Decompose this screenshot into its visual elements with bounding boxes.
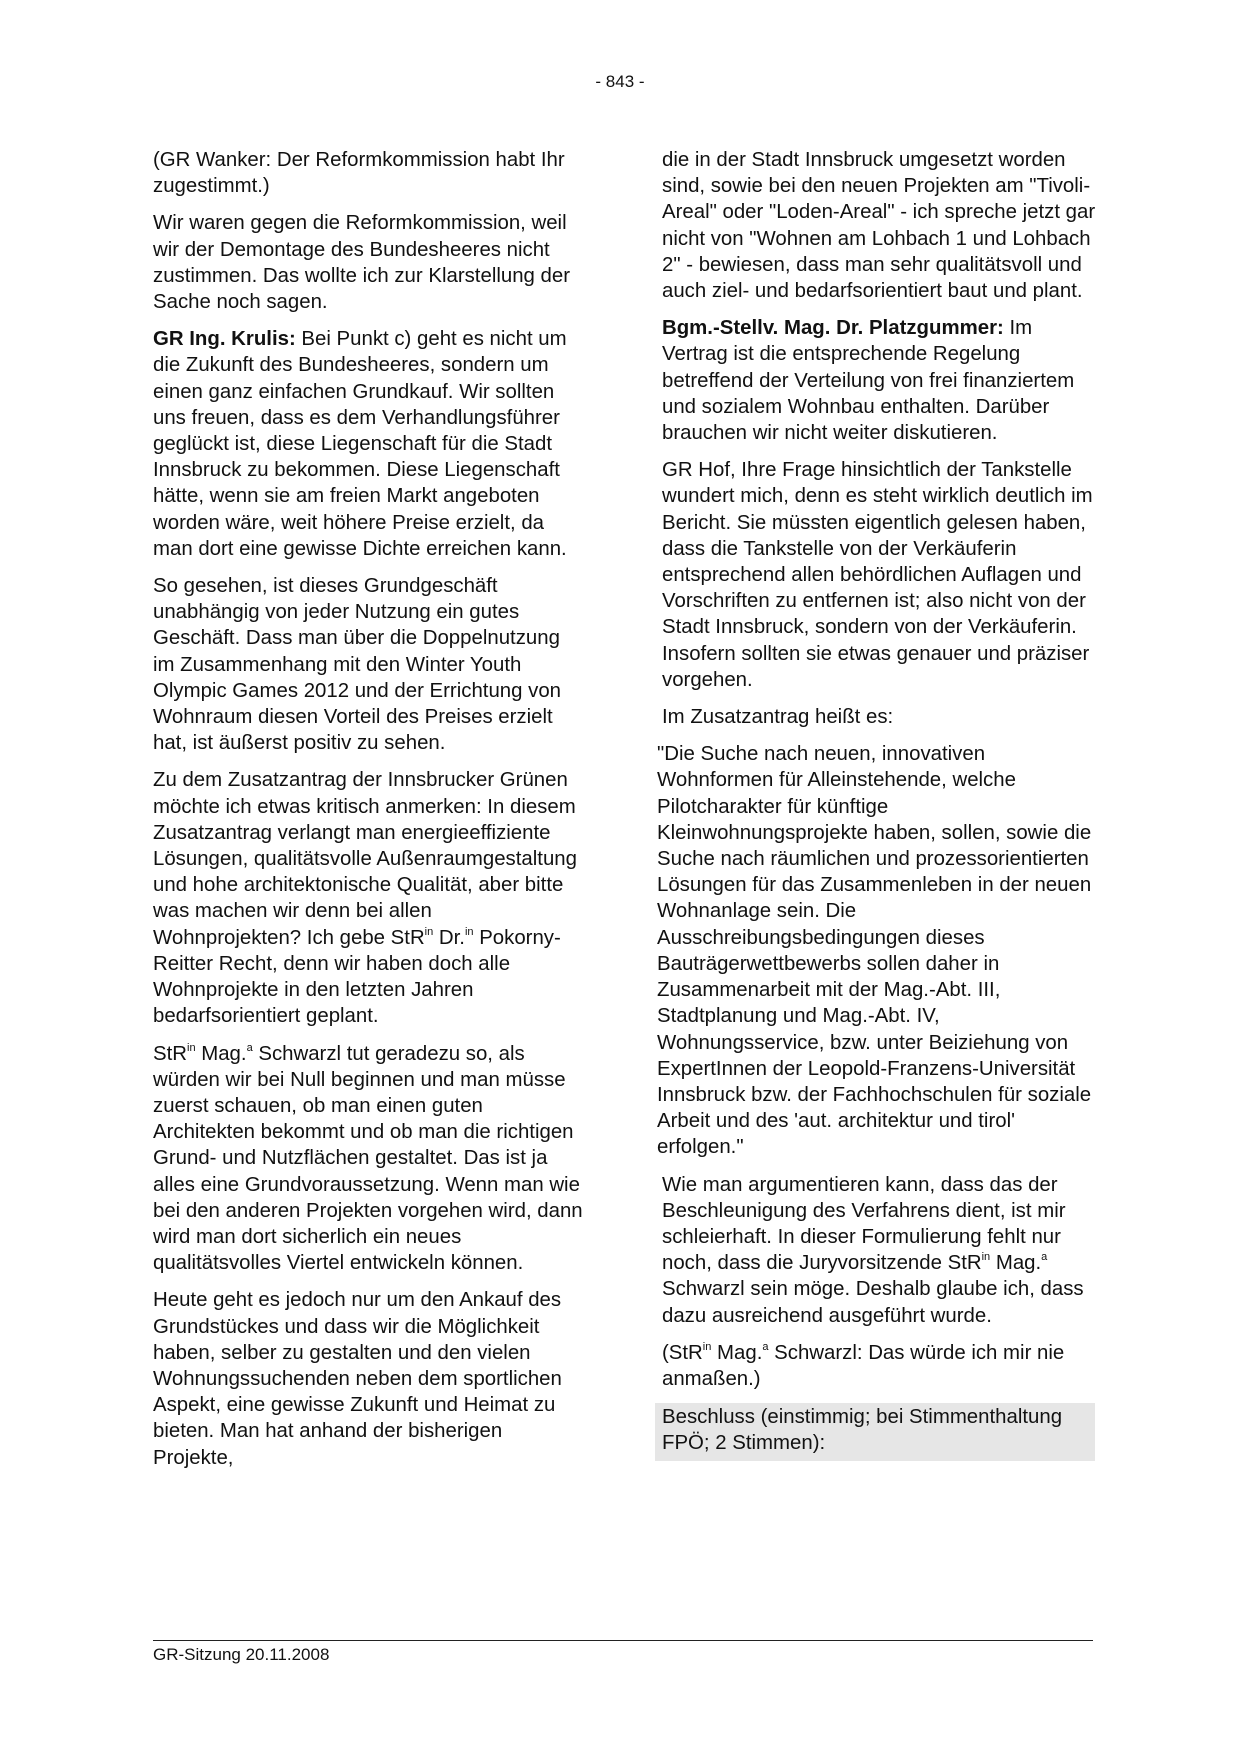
paragraph-ankauf: Heute geht es jedoch nur um den Ankauf des Grundstückes und dass wir die Möglichkeit haben, selber zu gestalten und den vielen Wohnungssuchenden neben dem sportlichen Aspekt, eine gewisse Zukunft und Heimat zu bieten. Man hat anhand der bisherigen Projekte,	[153, 1289, 562, 1469]
paragraph-zusatzantrag-kritik: Zu dem Zusatzantrag der Innsbrucker Grünen möchte ich etwas kritisch anmerken: In diesem Zusatzantrag verlangt man energieeffiziente Lösungen, qualitätsvolle Außenraumgestaltung und hohe architektonische Qualität, aber bitte was machen wir denn bei allen Wohnprojekten? Ich gebe StR$^{in}$ Dr.$^{in}$ Pokorny-Reitter Recht, denn wir haben doch alle Wohnprojekte in den letzten Jahren bedarfsorientiert geplant.	[153, 769, 577, 1028]
quote-zusatzantrag: "Die Suche nach neuen, innovativen Wohnformen für Alleinstehende, welche Pilotcharakter für künftige Kleinwohnungsprojekte haben, sollen, sowie die Suche nach räumlichen und prozessorientierten Lösungen für das Zusammenleben in der neuen Wohnanlage sein. Die Ausschreibungsbedingungen dieses Bauträgerwettbewerbs sollen daher in Zusammenarbeit mit der Mag.-Abt. III, Stadtplanung und Mag.-Abt. IV, Wohnungsservice, bzw. unter Beiziehung von ExpertInnen der Leopold-Franzens-Universität Innsbruck bzw. der Fachhochschulen für soziale Arbeit und des 'aut. architektur und tirol' erfolgen."	[657, 743, 1092, 1159]
speech-text: Bei Punkt c) geht es nicht um die Zukunft des Bundesheeres, sondern um einen ganz einfachen Grundkauf. Wir sollten uns freuen, dass es dem Verhandlungsführer geglückt ist, diese Liegenschaft für die Stadt Innsbruck zu bekommen. Diese Liegenschaft hätte, wenn sie am freien Markt angeboten worden wäre, weit höhere Preise erzielt, da man dort eine gewisse Dichte erreichen kann.	[153, 328, 567, 560]
speaker-name: GR Ing. Krulis:	[153, 328, 296, 351]
paragraph-beschleunigung: Wie man argumentieren kann, dass das der Beschleunigung des Verfahrens dient, ist mir schleierhaft. In dieser Formulierung fehlt nur noch, dass die Juryvorsitzende StR$^{in}$ Mag.$^a$ Schwarzl sein möge. Deshalb glaube ich, dass dazu ausreichend ausgeführt wurde.	[662, 1173, 1084, 1327]
footer-session-date: GR-Sitzung 20.11.2008	[153, 1645, 330, 1664]
paragraph-krulis	[153, 326, 583, 562]
page-number: - 843 -	[595, 72, 645, 91]
paragraph-platzgummer	[662, 315, 1102, 446]
paragraph-grundgeschaeft: So gesehen, ist dieses Grundgeschäft unabhängig von jeder Nutzung ein gutes Geschäft. Dass man über die Doppelnutzung im Zusammenhang mit den Winter Youth Olympic Games 2012 und der Errichtung von Wohnraum diesen Vorteil des Preises erzielt hat, ist äußerst positiv zu sehen.	[153, 575, 562, 755]
paragraph-schwarzl: StR$^{in}$ Mag.$^a$ Schwarzl tut geradezu so, als würden wir bei Null beginnen und man müsse zuerst schauen, ob man einen guten Architekten bekommt und ob man die richtigen Grund- und Nutzflächen gestaltet. Das ist ja alles eine Grundvoraussetzung. Wenn man wie bei den anderen Projekten vorgehen wird, dann wird man dort sicherlich ein neues qualitätsvolles Viertel entwickeln können.	[153, 1041, 583, 1275]
paragraph-schwarzl-interjection: (StR$^{in}$ Mag.$^a$ Schwarzl: Das würde ich mir nie anmaßen.)	[662, 1340, 1065, 1390]
paragraph-wanker-interjection: (GR Wanker: Der Reformkommission habt Ihr zugestimmt.)	[153, 149, 565, 198]
footer-divider	[153, 1640, 1093, 1641]
paragraph-reformkommission: Wir waren gegen die Reformkommission, weil wir der Demontage des Bundesheeres nicht zustimmen. Das wollte ich zur Klarstellung der Sache noch sagen.	[153, 212, 571, 314]
speech-text: Im Vertrag ist die entsprechende Regelung betreffend der Verteilung von frei finanziertem und sozialem Wohnbau enthalten. Darüber brauchen wir nicht weiter diskutieren.	[662, 317, 1075, 445]
left-column	[153, 147, 583, 1482]
paragraph-zusatzantrag-intro: Im Zusatzantrag heißt es:	[662, 706, 894, 729]
right-column	[657, 147, 1102, 1472]
speaker-name: Bgm.-Stellv. Mag. Dr. Platzgummer:	[662, 317, 1004, 340]
paragraph-tankstelle: GR Hof, Ihre Frage hinsichtlich der Tankstelle wundert mich, denn es steht wirklich deutlich im Bericht. Sie müssten eigentlich gelesen haben, dass die Tankstelle von der Verkäuferin entsprechend allen behördlichen Auflagen und Vorschriften zu entfernen ist; also nicht von der Stadt Innsbruck, sondern von der Verkäuferin. Insofern sollten sie etwas genauer und präziser vorgehen.	[662, 459, 1093, 691]
beschluss-box: Beschluss (einstimmig; bei Stimmenthaltung FPÖ; 2 Stimmen):	[655, 1403, 1095, 1460]
paragraph-projekte-continued: die in der Stadt Innsbruck umgesetzt worden sind, sowie bei den neuen Projekten am "Tivoli-Areal" oder "Loden-Areal" - ich spreche jetzt gar nicht von "Wohnen am Lohbach 1 und Lohbach 2" - bewiesen, dass man sehr qualitätsvoll und auch ziel- und bedarfsorientiert baut und plant.	[662, 149, 1096, 303]
